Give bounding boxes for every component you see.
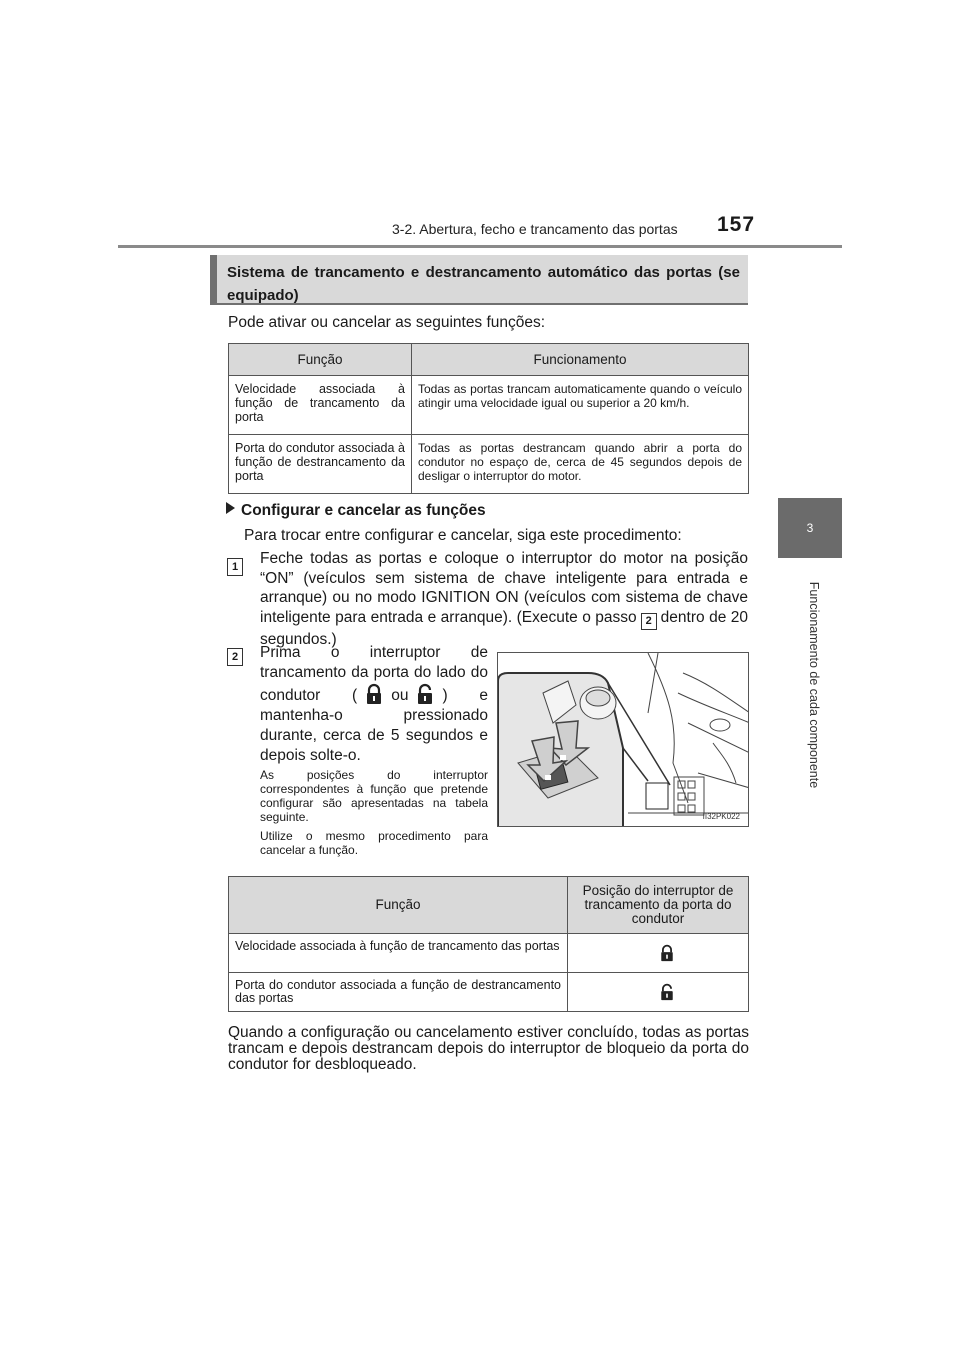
chapter-label [804, 568, 824, 808]
table-header-function: Função [229, 344, 412, 376]
figure-code: II32PK022 [702, 812, 740, 821]
table-cell-operation: Todas as portas trancam automaticamente quando o veículo atingir uma velocidade igual ou superior a 20 km/h. [412, 376, 749, 435]
table-row [229, 435, 749, 494]
page-number: 157 [717, 213, 756, 236]
step-1-text [260, 549, 748, 649]
step-2-text [260, 643, 488, 766]
switch-position-table [228, 876, 749, 1012]
section-title: Sistema de trancamento e destrancamento automático das portas (se equipado) [210, 255, 748, 305]
step-2-text-a: Prima o interruptor de trancamento da porta do lado do condutor ( [260, 644, 488, 704]
table-row [229, 376, 749, 435]
step-2-text-b: ) e mantenha-o pressionado durante, cerca de 5 segundos e depois solte-o. [260, 687, 488, 764]
step-2-notes [260, 768, 488, 862]
table-cell-function: Velocidade associada à função de trancamento da porta [229, 376, 412, 435]
step-1-text-a: Feche todas as portas e coloque o interruptor do motor na posição “ON” (veículos sem sistema de chave inteligente para entrada e arranque) ou no modo IGNITION ON (veículos com sistema de chave inteligente para entrada e arranque). (Execute o passo [260, 550, 748, 626]
illustration-drawing [498, 653, 749, 827]
table-cell-icon [568, 973, 749, 1012]
table-cell-function: Porta do condutor associada a função de destrancamento das portas [229, 973, 568, 1012]
table-cell-operation: Todas as portas destrancam quando abrir a porta do condutor no espaço de, cerca de 45 segundos depois de desligar o interruptor do motor. [412, 435, 749, 494]
table-header-operation: Funcionamento [412, 344, 749, 376]
closing-paragraph: Quando a configuração ou cancelamento estiver concluído, todas as portas trancam e depois destrancam depois do interruptor de bloqueio da porta do condutor for desbloqueado. [228, 1024, 749, 1073]
table-cell-icon [568, 934, 749, 973]
chapter-label-text: Funcionamento de cada componente [807, 581, 821, 789]
functions-table [228, 343, 749, 494]
door-lock-switch-illustration [497, 652, 749, 827]
running-header: 3-2. Abertura, fecho e trancamento das portas [392, 221, 678, 237]
table-header-function: Função [229, 877, 568, 934]
header-rule [118, 245, 842, 248]
note-text: As posições do interruptor correspondentes à função que pretende configurar são apresentadas na tabela seguinte. [260, 768, 488, 824]
table-header-switch-position: Posição do interruptor de trancamento da porta do condutor [568, 877, 749, 934]
subsection-text: Para trocar entre configurar e cancelar, siga este procedimento: [244, 527, 682, 544]
intro-text: Pode ativar ou cancelar as seguintes funções: [228, 314, 546, 331]
subsection-heading-text: Configurar e cancelar as funções [241, 502, 486, 519]
table-row [229, 934, 749, 973]
subsection-heading [226, 502, 486, 520]
table-header-row [229, 344, 749, 376]
step-number: 2 [227, 648, 243, 666]
lock-closed-icon [363, 683, 385, 705]
table-cell-function: Porta do condutor associada à função de destrancamento da porta [229, 435, 412, 494]
table-cell-function: Velocidade associada à função de trancamento das portas [229, 934, 568, 973]
step-number: 1 [227, 558, 243, 576]
step-2-text-or: ou [391, 687, 409, 704]
lock-open-icon [658, 981, 676, 1003]
table-row [229, 973, 749, 1012]
chapter-tab: 3 [778, 498, 842, 558]
bullet-triangle-icon [226, 502, 235, 514]
lock-closed-icon [658, 942, 676, 964]
step-ref-number: 2 [641, 613, 657, 630]
note-text: Utilize o mesmo procedimento para cancelar a função. [260, 829, 488, 857]
lock-open-icon [414, 683, 436, 705]
step-1-text-b: dentro de 20 segundos.) [260, 608, 748, 648]
table-header-row [229, 877, 749, 934]
